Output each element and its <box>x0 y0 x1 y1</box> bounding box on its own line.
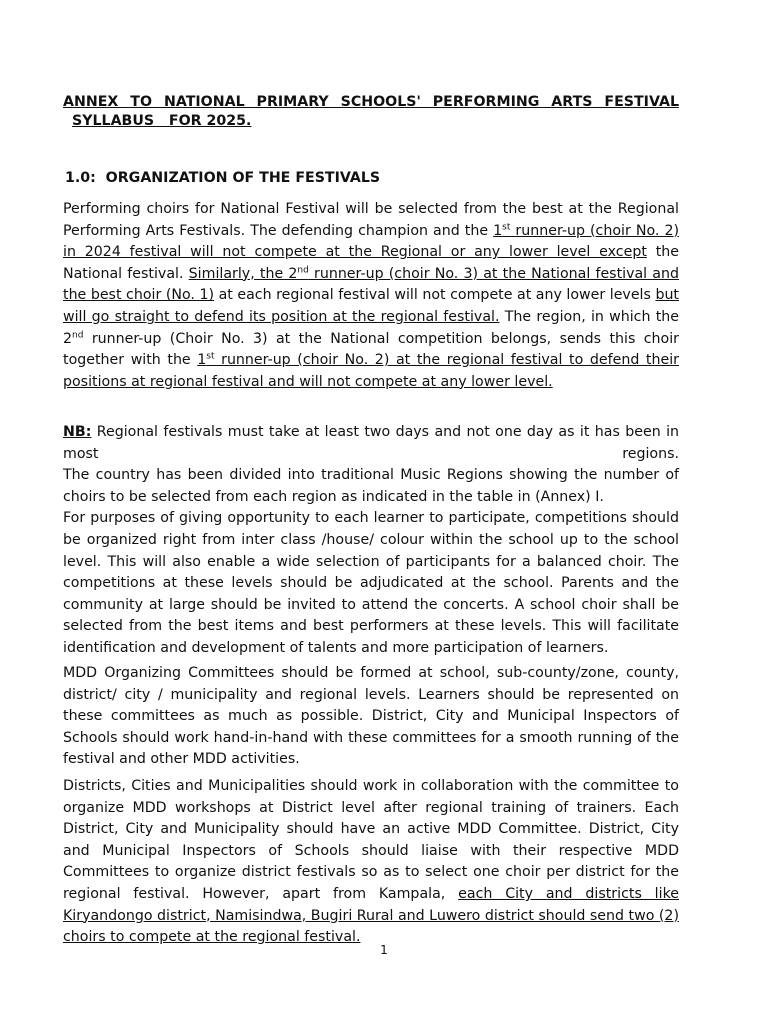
paragraph-committees: MDD Organizing Committees should be formed at school, sub-county/zone, county, district/ city / municipality and regional levels. Learners should be represented on these committees as much as possible. District, City and Municipal Inspectors of Schools should work hand-in-hand with these committees for a smooth running of the festival and other MDD activities. <box>63 665 679 768</box>
p1-underline-3: but will go straight to defend its position at the regional festival. <box>63 287 679 325</box>
paragraph-organization <box>63 199 679 393</box>
p1-text-3: at each regional festival will not compete at any lower levels <box>214 287 656 304</box>
p4-text: Districts, Cities and Municipalities should work in collaboration with the committee to organize MDD workshops at District level after regional training of trainers. Each District, City and Municipality should have an active MDD Committee. District, City and Municipal Inspectors of Schools should liaise with their respective MDD Committees to organize district festivals so as to select one choir per district for the regional festival. However, apart from Kampala, <box>63 778 679 902</box>
title-line-1: ANNEX TO NATIONAL PRIMARY SCHOOLS' PERFORMING ARTS FESTIVAL <box>63 94 679 110</box>
title-line-2: SYLLABUS FOR 2025. <box>72 113 252 129</box>
paragraph-nb <box>63 422 679 660</box>
p1-text-4-sup: nd <box>72 329 84 340</box>
p1-text-4-rest: runner-up (Choir No. 3) at the National competition belongs, sends this choir together with the <box>63 330 679 369</box>
document-title <box>63 93 679 131</box>
p1-u4-sup: st <box>206 351 215 362</box>
p1-u4-rest: runner-up (choir No. 2) at the regional festival to defend their positions at regional festival and will not compete at any lower level. <box>63 352 679 390</box>
section-heading: 1.0: ORGANIZATION OF THE FESTIVALS <box>65 170 381 186</box>
p1-u1-number: 1 <box>493 222 503 239</box>
paragraph-districts <box>63 776 679 949</box>
p1-u2-rest: runner-up (choir No. 3) at the National festival and the best choir (No. 1) <box>63 265 679 304</box>
nb-text: Regional festivals must take at least two days and not one day as it has been in most regions. <box>63 424 679 462</box>
music-regions-text: The country has been divided into traditional Music Regions showing the number of choirs to be selected from each region as indicated in the table in (Annex) I. <box>63 467 679 505</box>
p4-underline: each City and districts like Kiryandongo district, Namisindwa, Bugiri Rural and Luwero district should send two (2) choirs to compete at the regional festival. <box>63 885 680 946</box>
nb-line <box>63 422 679 465</box>
participation-text: For purposes of giving opportunity to each learner to participate, competitions should be organized right from inter class /house/ colour within the school up to the school level. This will also enable a wide selection of participants for a balanced choir. The competitions at these levels should be adjudicated at the school. Parents and the community at large should be invited to attend the concerts. A school choir shall be selected from the best items and best performers at these levels. This will facilitate identification and development of talents and more participation of learners. <box>63 510 679 656</box>
p1-u4-number: 1 <box>197 352 207 369</box>
nb-label: NB: <box>63 424 92 440</box>
p1-text-2: the National festival. <box>63 244 679 282</box>
p1-text-1: Performing choirs for National Festival will be selected from the best at the Regional Performing Arts Festivals. The defending champion and the <box>63 201 679 239</box>
p1-text-4: The region, in which the 2 <box>63 308 679 347</box>
p1-u1-sup: st <box>502 221 511 232</box>
p1-u1-rest: runner-up (choir No. 2) in 2024 festival will not compete at the Regional or any lower level except <box>63 222 680 261</box>
page-number: 1 <box>380 943 388 957</box>
p1-u2-start: Similarly, the 2 <box>188 265 298 282</box>
p1-u2-sup: nd <box>297 265 309 276</box>
